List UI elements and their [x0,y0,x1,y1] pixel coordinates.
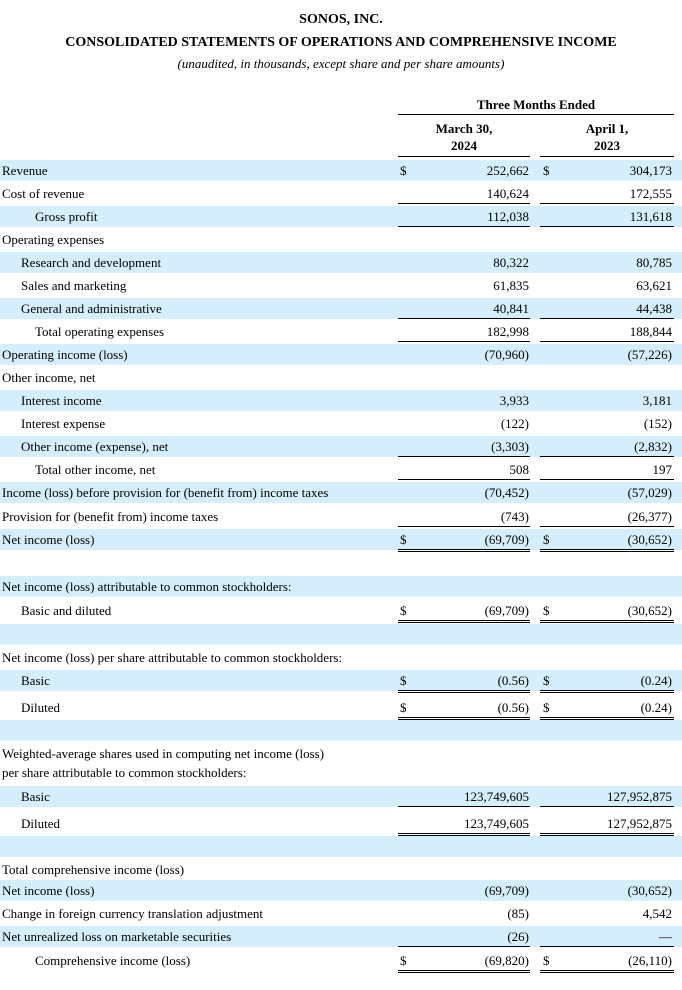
statement-row [0,903,682,924]
row-label: Interest income [21,393,102,408]
double-underline [398,620,530,623]
value-2024: (0.56) [497,673,529,688]
double-underline [398,690,530,693]
value-2023: (57,226) [627,347,672,362]
statement-row [0,670,682,691]
row-label: Diluted [21,700,60,715]
row-label: Net income (loss) per share attributable to common stockholders: [2,650,343,665]
row-label: Total other income, net [35,462,156,477]
row-label: Operating expenses [2,232,105,247]
row-label: Total operating expenses [35,324,165,339]
row-label: Other income, net [2,370,96,385]
value-2023: 3,181 [642,393,672,408]
value-2024: 123,749,605 [464,789,529,804]
value-2024: 508 [509,462,529,477]
statement-row [0,252,682,273]
double-underline [398,970,530,973]
value-2024: (69,820) [484,953,529,968]
row-label-continued: per share attributable to common stockholders: [2,765,247,780]
single-underline [540,946,674,947]
statement-row [0,459,682,480]
statement-row [0,206,682,227]
statement-row [0,183,682,204]
value-2023: 127,952,875 [607,789,672,804]
row-label: Operating income (loss) [2,347,128,362]
statement-row [0,859,682,880]
value-2024: 123,749,605 [464,816,529,831]
row-label: Sales and marketing [21,278,127,293]
row-label: Basic and diluted [21,603,112,618]
value-2024: (85) [507,906,529,921]
value-2023: — [659,929,672,944]
double-underline [398,549,530,552]
value-2023: (152) [643,416,672,431]
value-2024: 182,998 [486,324,529,339]
value-2023: 172,555 [629,186,672,201]
value-2023: 4,542 [642,906,672,921]
value-2023: (30,652) [627,883,672,898]
currency-symbol: $ [400,163,407,178]
double-underline [540,690,674,693]
single-underline [398,226,530,227]
single-underline [540,806,674,807]
single-underline [540,526,674,527]
statement-row [0,720,682,741]
value-2024: (3,303) [491,439,529,454]
value-2023: (0.24) [640,700,672,715]
value-2023: 188,844 [629,324,672,339]
single-underline [540,456,674,457]
single-underline [398,341,530,342]
currency-symbol: $ [543,673,550,688]
single-underline [540,318,674,319]
statement-row [0,529,682,550]
statement-title: CONSOLIDATED STATEMENTS OF OPERATIONS AND COMPREHENSIVE INCOME [65,35,617,50]
statement-row [0,160,682,181]
value-2024: 40,841 [493,301,529,316]
statement-row [0,624,682,645]
value-2024: (69,709) [484,883,529,898]
row-label: Net unrealized loss on marketable securities [2,929,232,944]
currency-symbol: $ [543,163,550,178]
row-label: Basic [21,789,50,804]
statement-subtitle: (unaudited, in thousands, except share and per share amounts) [177,56,505,71]
value-2023: 197 [652,462,672,477]
value-2024: (0.56) [497,700,529,715]
currency-symbol: $ [543,532,550,547]
value-2023: 304,173 [629,163,672,178]
single-underline [398,946,530,947]
statement-row [0,836,682,857]
statement-row [0,390,682,411]
statement-row [0,344,682,365]
statement-row [0,275,682,296]
value-2023: (26,110) [628,953,672,968]
double-underline [540,549,674,552]
currency-symbol: $ [543,953,550,968]
single-underline [540,479,674,480]
single-underline [398,479,530,480]
currency-symbol: $ [400,700,407,715]
row-label: Provision for (benefit from) income taxes [2,509,219,524]
currency-symbol: $ [400,673,407,688]
statement-row [0,647,682,668]
column-header-2024-line2: 2024 [451,138,477,153]
value-2023: (2,832) [634,439,672,454]
statement-row [0,506,682,527]
statement-row [0,600,682,621]
statement-row [0,880,682,901]
company-name: SONOS, INC. [299,12,383,27]
value-2023: (0.24) [640,673,672,688]
value-2023: (26,377) [627,509,672,524]
value-2023: (57,029) [627,485,672,500]
statement-row [0,482,682,503]
statement-row [0,697,682,718]
value-2024: (70,452) [484,485,529,500]
value-2024: 112,038 [487,209,529,224]
value-2024: (26) [507,929,529,944]
statement-row [0,321,682,342]
row-label: Change in foreign currency translation adjustment [2,906,264,921]
value-2024: (70,960) [484,347,529,362]
value-2024: 140,624 [486,186,529,201]
column-header-2024-line1: March 30, [435,121,493,136]
row-label: Net income (loss) [2,532,95,547]
statement-row [0,298,682,319]
double-underline [540,620,674,623]
row-label: Basic [21,673,50,688]
row-label: Income (loss) before provision for (benefit from) income taxes [2,485,329,500]
single-underline [540,341,674,342]
column-header-2023-line2: 2023 [594,138,620,153]
single-underline [398,806,530,807]
value-2023: 44,438 [636,301,672,316]
row-label: Net income (loss) attributable to common stockholders: [2,579,292,594]
currency-symbol: $ [543,603,550,618]
row-label: General and administrative [21,301,162,316]
column-header-2023-line1: April 1, [585,121,629,136]
value-2024: 3,933 [499,393,529,408]
row-label: Cost of revenue [2,186,85,201]
row-label: Diluted [21,816,60,831]
currency-symbol: $ [543,700,550,715]
value-2023: (30,652) [627,532,672,547]
value-2023: 63,621 [636,278,672,293]
single-underline [540,203,674,204]
currency-symbol: $ [400,953,407,968]
statement-row [0,950,682,971]
currency-symbol: $ [400,532,407,547]
period-header: Three Months Ended [476,97,596,112]
value-2024: (69,709) [484,532,529,547]
statement-row [0,229,682,250]
value-2024: (122) [500,416,529,431]
statement-row [0,926,682,947]
value-2024: (69,709) [484,603,529,618]
single-underline [398,456,530,457]
value-2023: 131,618 [629,209,672,224]
single-underline [398,318,530,319]
value-2023: 127,952,875 [607,816,672,831]
single-underline [540,226,674,227]
statement-row [0,743,682,784]
currency-symbol: $ [400,603,407,618]
value-2023: 80,785 [636,255,672,270]
value-2024: 252,662 [486,163,529,178]
row-label: Gross profit [35,209,98,224]
statement-row [0,436,682,457]
value-2024: (743) [500,509,529,524]
double-underline [540,970,674,973]
row-label: Research and development [21,255,162,270]
row-label: Total comprehensive income (loss) [2,862,185,877]
statement-row [0,786,682,807]
row-label: Other income (expense), net [21,439,169,454]
single-underline [398,526,530,527]
row-label: Net income (loss) [2,883,95,898]
statement-row [0,367,682,388]
statement-row [0,413,682,434]
statement-row [0,576,682,597]
statement-row [0,553,682,574]
single-underline [398,203,530,204]
row-label: Weighted-average shares used in computing net income (loss) [2,746,325,761]
row-label: Revenue [2,163,48,178]
value-2024: 61,835 [493,278,529,293]
statement-row [0,813,682,834]
value-2024: 80,322 [493,255,529,270]
value-2023: (30,652) [627,603,672,618]
row-label: Comprehensive income (loss) [35,953,191,968]
row-label: Interest expense [21,416,106,431]
